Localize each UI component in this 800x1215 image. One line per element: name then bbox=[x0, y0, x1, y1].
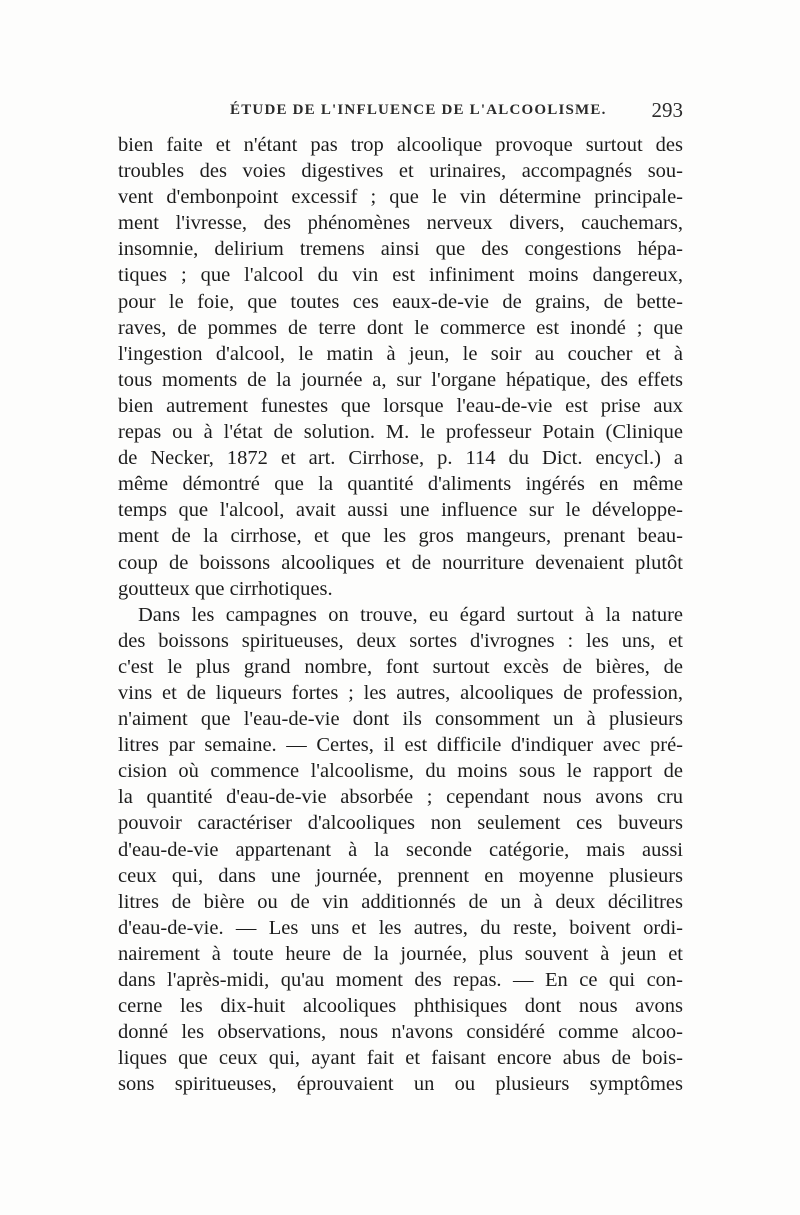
text-line: l'ingestion d'alcool, le matin à jeun, le soir au coucher et à bbox=[118, 342, 683, 365]
text-line: c'est le plus grand nombre, font surtout excès de bières, de bbox=[118, 655, 683, 678]
text-line: bien faite et n'étant pas trop alcoolique provoque surtout des bbox=[118, 134, 683, 156]
text-line: d'eau-de-vie. — Les uns et les autres, du reste, boivent ordi- bbox=[118, 916, 683, 939]
text-line: même démontré que la quantité d'aliments ingérés en même bbox=[118, 473, 683, 496]
text-line: goutteux que cirrhotiques. bbox=[118, 577, 333, 600]
text-line: nairement à toute heure de la journée, plus souvent à jeun et bbox=[118, 942, 683, 965]
text-line: temps que l'alcool, avait aussi une influence sur le développe- bbox=[118, 499, 683, 522]
text-line: donné les observations, nous n'avons considéré comme alcoo- bbox=[118, 1021, 683, 1044]
text-line: sons spiritueuses, éprouvaient un ou plusieurs symptômes bbox=[118, 1073, 683, 1096]
text-line: troubles des voies digestives et urinaires, accompagnés sou- bbox=[118, 160, 683, 183]
page-number: 293 bbox=[651, 98, 683, 122]
running-title: ÉTUDE DE L'INFLUENCE DE L'ALCOOLISME. bbox=[230, 102, 607, 118]
text-line: pouvoir caractériser d'alcooliques non seulement ces buveurs bbox=[118, 812, 683, 835]
text-line: vins et de liqueurs fortes ; les autres, alcooliques de profession, bbox=[118, 681, 683, 704]
text-line: n'aiment que l'eau-de-vie dont ils consomment un à plusieurs bbox=[118, 708, 683, 731]
text-line: cerne les dix-huit alcooliques phthisiques dont nous avons bbox=[118, 995, 683, 1018]
text-line: insomnie, delirium tremens ainsi que des congestions hépa- bbox=[118, 238, 683, 261]
body-text bbox=[118, 132, 683, 1097]
text-line: raves, de pommes de terre dont le commerce est inondé ; que bbox=[118, 316, 683, 339]
text-line: dans l'après-midi, qu'au moment des repas. — En ce qui con- bbox=[118, 969, 683, 991]
text-line: repas ou à l'état de solution. M. le professeur Potain (Clinique bbox=[118, 421, 683, 444]
text-line: vent d'embonpoint excessif ; que le vin détermine principale- bbox=[118, 186, 683, 209]
text-line: litres de bière ou de vin additionnés de un à deux décilitres bbox=[118, 890, 683, 913]
text-line: litres par semaine. — Certes, il est difficile d'indiquer avec pré- bbox=[118, 734, 683, 757]
text-line: tous moments de la journée a, sur l'organe hépatique, des effets bbox=[118, 368, 683, 391]
text-line: la quantité d'eau-de-vie absorbée ; cependant nous avons cru bbox=[118, 786, 683, 809]
text-line: ment de la cirrhose, et que les gros mangeurs, prenant beau- bbox=[118, 525, 683, 548]
text-line: coup de boissons alcooliques et de nourriture devenaient plutôt bbox=[118, 551, 683, 574]
text-line: tiques ; que l'alcool du vin est infiniment moins dangereux, bbox=[118, 264, 683, 287]
text-line: bien autrement funestes que lorsque l'eau-de-vie est prise aux bbox=[118, 394, 683, 417]
text-line: des boissons spiritueuses, deux sortes d'ivrognes : les uns, et bbox=[118, 629, 683, 652]
text-line: liques que ceux qui, ayant fait et faisant encore abus de bois- bbox=[118, 1047, 683, 1070]
text-line: d'eau-de-vie appartenant à la seconde catégorie, mais aussi bbox=[118, 838, 683, 861]
text-line: cision où commence l'alcoolisme, du moins sous le rapport de bbox=[118, 760, 683, 783]
paragraph-2 bbox=[118, 602, 683, 1098]
text-line: Dans les campagnes on trouve, eu égard surtout à la nature bbox=[138, 603, 683, 626]
paragraph-1 bbox=[118, 132, 683, 602]
text-line: ment l'ivresse, des phénomènes nerveux divers, cauchemars, bbox=[118, 212, 683, 235]
text-line: ceux qui, dans une journée, prennent en moyenne plusieurs bbox=[118, 864, 683, 887]
text-line: pour le foie, que toutes ces eaux-de-vie de grains, de bette- bbox=[118, 290, 683, 313]
text-line: de Necker, 1872 et art. Cirrhose, p. 114 du Dict. encycl.) a bbox=[118, 447, 683, 470]
running-head bbox=[118, 98, 683, 126]
